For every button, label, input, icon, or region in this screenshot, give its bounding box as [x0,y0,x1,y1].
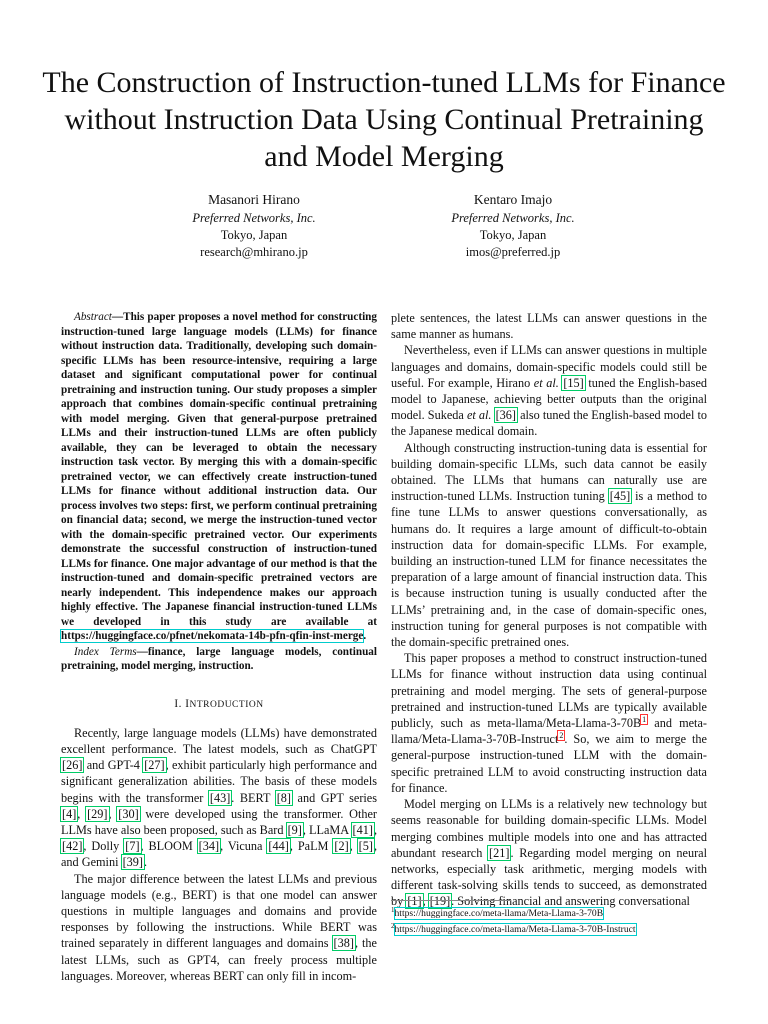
citation[interactable]: [26] [62,758,83,773]
author-location: Tokyo, Japan [479,228,547,242]
citation[interactable]: [42] [62,839,83,854]
footnote-mark: 2 [391,922,395,931]
citation[interactable]: [8] [276,790,292,805]
citation[interactable]: [5] [358,839,373,854]
index-terms-lead: Index Terms [74,645,137,658]
abstract-lead: Abstract [74,311,112,323]
author-name: Kentaro Imajo [473,192,553,207]
intro-paragraph-6: Model merging on LLMs is a relatively new technology but seems reasonable for building domain-specific LLMs. Model merging combines multiple models into one and has attracted abundant research [21]. Regarding model merging on neural networks, especially task arithmetic, merging models with different task-solving skills tends to succeed, as demonstrated by [1], [19]. Solving financial and answering conversational [391,797,707,909]
citation[interactable]: [43] [209,790,231,805]
author-email: research@mhirano.jp [200,245,308,259]
footnote-url[interactable]: https://huggingface.co/meta-llama/Meta-Llama-3-70B [394,908,604,920]
left-column [61,310,377,984]
footnotes [391,900,721,936]
intro-paragraph-2: The major difference between the latest LLMs and previous language models (e.g., BERT) is that one model can answer questions in multiple languages and domains and provide responses by following the instructions. While BERT was trained separately in different languages and domains [38], the latest LLMs, such as GPT4, can freely process multiple languages. Moreover, whereas BERT can only fill in incom- [61,871,377,983]
author-location: Tokyo, Japan [220,228,288,242]
author-affiliation: Preferred Networks, Inc. [192,211,316,225]
footnote-ref[interactable]: 1 [642,715,647,724]
citation[interactable]: [4] [62,806,77,821]
intro-paragraph-3: Nevertheless, even if LLMs can answer questions in multiple languages and domains, domain-specific models could still be useful. For example, Hirano et al. [15] tuned the English-based model to Japanese, achieving better outputs than the original model. Sukeda et al. [36] also tuned the English-based model to the Japanese medical domain. [391,343,708,439]
intro-paragraph-2-continued: plete sentences, the latest LLMs can answer questions in the same manner as humans. [391,311,707,342]
author-block-2 [398,191,628,261]
footnote-ref[interactable]: 2 [559,731,564,741]
footnote-rule [391,900,511,901]
citation[interactable]: [27] [144,758,165,773]
intro-paragraph-4: Although constructing instruction-tuning data is essential for building domain-specific LLMs, such data cannot be easily obtained. The LLMs that humans can naturally use are instruction-tuned LLMs. Instruction tuning [45] is a method to fine tune LLMs to answer questions conversationally, as humans do. It requires a large amount of difficult-to-obtain instruction data for domain-specific LLMs. For example, building an instruction-tuned LLM for finance necessitates the preparation of a large amount of financial instruction data. This is because instruction tuning is usually conducted after the LLMs’ pretraining and, in the case of domain-specific ones, instruction tuning for general purposes is not compatible with the domain-specific pretrained ones. [391,440,707,650]
intro-paragraph-5: This paper proposes a method to construct instruction-tuned LLMs for finance without instruction data using continual pretraining and model merging. The sets of general-purpose pretrained and instruction-tuned LLMs are typically available publicly, such as meta-llama/Meta-Llama-3-70B$^1$ and meta-llama/Meta-Llama-3-70B-Instruct$^2$. So, we aim to merge the general-purpose instruction-tuned LLM with the domain-specific pretrained LLM to avoid constructing instruction data for finance. [391,651,707,795]
author-affiliation: Preferred Networks, Inc. [451,211,575,225]
citation[interactable]: [44] [268,839,289,854]
abstract-text: —This paper proposes a novel method for constructing instruction-tuned large language models (LLMs) for finance without instruction data. Traditionally, developing such domain-specific LLMs has been resource-intensive, requiring a large dataset and significant computational power for continual pretraining and instruction tuning. Our study proposes a simpler approach that combines domain-specific continual pretraining with model merging. Given that general-purpose pretrained LLMs and their instruction-tuned LLMs are often publicly available, they can be leveraged to obtain the necessary instruction task vector. By merging this with a domain-specific pretrained vector, we can effectively create instruction-tuned LLMs for finance without additional instruction data. Our process involves two steps: first, we perform continual pretraining on financial data; second, we merge the instruction-tuned vector with the domain-specific pretrained vector. Our experiments demonstrate the successful construction of instruction-tuned LLMs for finance. One major advantage of our method is that the instruction-tuned and domain-specific pretrained vectors are nearly independent. This independence makes our approach highly effective. The Japanese financial instruction-tuned LLMs we developed in this study are available at [61,311,377,628]
footnote-mark: 1 [391,906,395,914]
footnote-2 [391,920,721,936]
author-block-1 [139,191,369,261]
citation[interactable]: [29] [87,806,108,821]
citation[interactable]: [15] [563,375,584,390]
citation[interactable]: [2] [334,839,349,854]
index-terms-text: —finance, large language models, continual pretraining, model merging, instruction. [61,645,377,672]
citation[interactable]: [34] [198,839,220,854]
model-link[interactable]: https://huggingface.co/pfnet/nekomata-14b-pfn-qfin-inst-merge [61,630,364,642]
citation[interactable]: [41] [352,822,373,837]
citation[interactable]: [19] [429,894,451,909]
citation[interactable]: [21] [489,845,510,860]
paper-title: The Construction of Instruction-tuned LLMs for Finance without Instruction Data Using Continual Pretraining and Model Merging [42,66,726,173]
section-first-letter: I [185,697,190,710]
right-column [391,310,707,910]
citation[interactable]: [38] [333,936,354,951]
citation[interactable]: [9] [287,822,302,837]
abstract-end: . [363,630,367,642]
intro-paragraph-1: Recently, large language models (LLMs) have demonstrated excellent performance. The latest models, such as ChatGPT [26] and GPT-4 [27], exhibit particularly high performance and significant generalization abilities. The basis of these models begins with the transformer [43]. BERT [8] and GPT series [4], [29], [30] were developed using the transformer. Other LLMs have also been proposed, such as Bard [9], LLaMA [41], [42], Dolly [7], BLOOM [34], Vicuna [44], PaLM [2], [5], and Gemini [39]. [61,725,378,870]
abstract [61,310,377,644]
section-title-rest: NTRODUCTION [189,699,264,710]
footnote-url[interactable]: https://huggingface.co/meta-llama/Meta-Llama-3-70B-Instruct [394,924,636,936]
author-name: Masanori Hirano [208,192,300,207]
citation[interactable]: [1] [407,894,422,909]
index-terms [61,645,377,674]
citation[interactable]: [39] [122,855,143,870]
footnote-1 [391,904,721,920]
section-numeral: I. [174,697,182,710]
citation[interactable]: [7] [125,839,140,854]
citation[interactable]: [30] [118,806,139,821]
citation[interactable]: [45] [609,489,631,504]
citation[interactable]: [36] [495,408,516,423]
author-email: imos@preferred.jp [465,245,561,259]
section-heading-introduction [61,696,377,713]
